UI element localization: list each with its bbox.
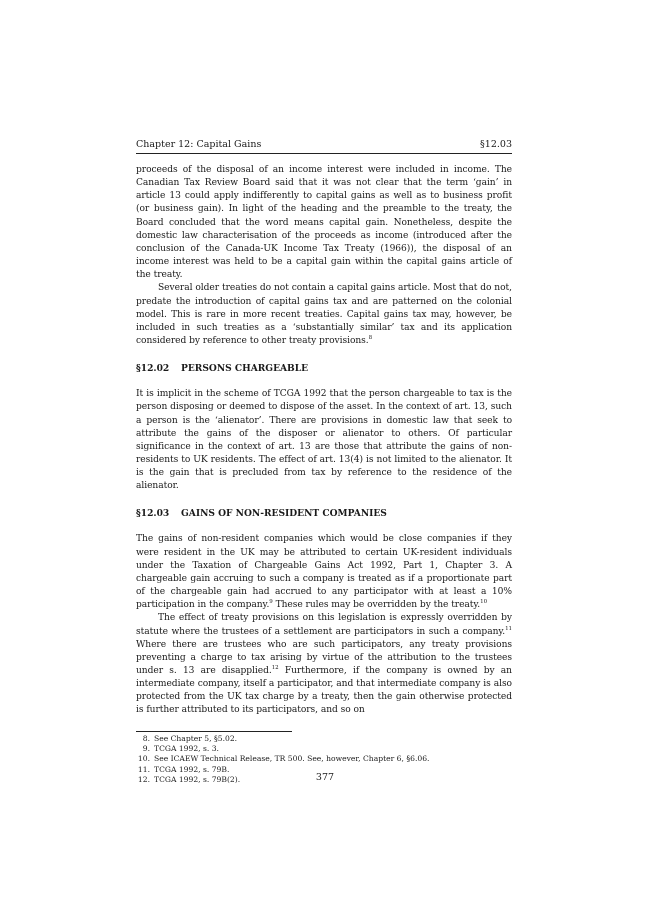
- footnote-ref[interactable]: 12: [271, 665, 279, 671]
- footnote-ref[interactable]: 8: [368, 335, 373, 342]
- body-text: [136, 164, 512, 718]
- footnote: 9. TCGA 1992, s. 3.: [142, 744, 219, 754]
- footnote-ref[interactable]: 10: [480, 599, 488, 606]
- paragraph: Several older treaties do not contain a capital gains article. Most that do not, predate the introduction of capital gains tax and are patterned on the colonial model. This is rare in more recent treaties. Capital gains tax may, however, be included in such treaties as a ‘substantially similar’ tax and its application considered by reference to other treaty provisions.$^8$: [136, 283, 512, 347]
- section-heading: [136, 507, 512, 520]
- footnote: 8. See Chapter 5, §5.02.: [142, 733, 238, 743]
- running-head: [136, 138, 512, 154]
- section-title: PERSONS CHARGEABLE: [181, 363, 309, 375]
- paragraph: The effect of treaty provisions on this legislation is expressly overridden by statute where the trustees of a settlement are participators in such a company.$^{11}$ Where there are trustees who are such participators, any treaty provisions preventing a charge to tax arising by virtue of the attribution to the trustees under s. 13 are disapplied.$^{12}$ Furthermore, if the company is owned by an intermediate company, itself a participator, and that intermediate company is also protected from the UK tax charge by a treaty, then the gain otherwise protected is further attributed to its participators, and so on: [136, 613, 512, 716]
- section-marker: §12.03: [480, 139, 512, 150]
- chapter-title: Chapter 12: Capital Gains: [136, 139, 262, 150]
- paragraph: It is implicit in the scheme of TCGA 1992 that the person chargeable to tax is the person disposing or deemed to dispose of the asset. In the context of art. 13, such a person is the ‘alienator’. There are provisions in domestic law that seek to attribute the gains of the disposer or alienator to others. Of particular significance in the context of art. 13 are those that attribute the gains of non-residents to UK residents. The effect of art. 13(4) is not limited to the alienator. It is the gain that is precluded from tax by reference to the residence of the alienator.: [136, 389, 512, 492]
- footnote: 11. TCGA 1992, s. 79B.: [137, 764, 230, 774]
- section-number: §12.02: [136, 363, 170, 375]
- section-title: GAINS OF NON-RESIDENT COMPANIES: [181, 508, 387, 520]
- footnote: 12. TCGA 1992, s. 79B(2).: [137, 775, 241, 785]
- paragraph: proceeds of the disposal of an income interest were included in income. The Canadian Tax Review Board said that it was not clear that the term ‘gain’ in article 13 could apply indifferently to capital gains as well as to business profit (or business gain). In light of the heading and the preamble to the treaty, the Board concluded that the word means capital gain. Nonetheless, despite the domestic law characterisation of the proceeds as income (introduced after the conclusion of the Canada-UK Income Tax Treaty (1966)), the disposal of an income interest was held to be a capital gain within the capital gains article of the treaty.: [136, 165, 512, 281]
- footnote-divider: [136, 731, 292, 732]
- page-body: [136, 138, 512, 786]
- footnote-ref[interactable]: 11: [505, 625, 512, 632]
- footnote: 10. See ICAEW Technical Release, TR 500. See, however, Chapter 6, §6.06.: [137, 754, 430, 764]
- paragraph: The gains of non-resident companies which would be close companies if they were resident in the UK may be attributed to certain UK-resident individuals under the Taxation of Chargeable Gains Act 1992, Part 1, Chapter 3. A chargeable gain accruing to such a company is treated as if a proportionate part of the chargeable gain had accrued to any participator with at least a 10% participation in the company.$^9$ These rules may be overridden by the treaty.$^{10}$: [136, 534, 512, 611]
- section-heading: [136, 362, 512, 375]
- page-number: 377: [315, 772, 335, 783]
- section-number: §12.03: [136, 508, 170, 520]
- footnote-ref[interactable]: 9: [269, 599, 273, 606]
